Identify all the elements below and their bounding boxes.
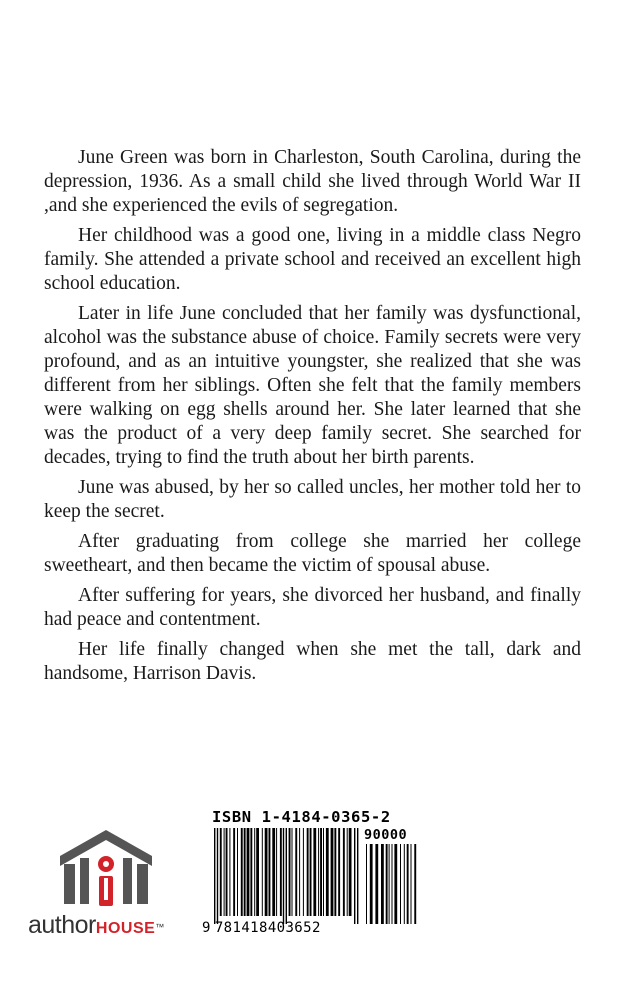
publisher-logo [28, 826, 198, 946]
barcode-bar [286, 828, 287, 924]
ean-digits: 781418403652 [214, 920, 321, 936]
barcode-bar [307, 828, 309, 916]
barcode-bar [334, 828, 336, 916]
addon-barcode-bar [381, 844, 384, 924]
trademark-symbol: ™ [155, 922, 165, 932]
barcode-bar [254, 828, 255, 916]
barcode-bar [343, 828, 345, 916]
publisher-wordmark [28, 912, 164, 942]
barcode-bar [303, 828, 304, 916]
barcode-bar [226, 828, 228, 916]
addon-barcode-bar [394, 844, 397, 924]
barcode-bar [265, 828, 268, 916]
publisher-name-house: HOUSE [95, 920, 156, 937]
barcode-bar [331, 828, 334, 916]
barcode-bar [292, 828, 293, 916]
barcode-bar [233, 828, 235, 916]
addon-barcode-bar [404, 844, 405, 924]
barcode-bar [354, 828, 355, 924]
blurb-paragraph-1: June Green was born in Charleston, South Carolina, during the depression, 1936. As a small child she lived through World War II ,and she experienced the evils of segregation. [44, 147, 581, 216]
isbn-number: ISBN 1-4184-0365-2 [212, 808, 391, 826]
barcode-bar [237, 828, 238, 916]
addon-barcode-bar [392, 844, 393, 924]
addon-barcode-bar [386, 844, 388, 924]
isbn-barcode [198, 806, 433, 936]
back-cover-blurb [44, 146, 581, 692]
barcode-bar [214, 828, 215, 924]
barcode-bar [272, 828, 275, 916]
ean-first-digit: 9 [202, 920, 211, 936]
barcode-bar [262, 828, 263, 916]
barcode-bar [320, 828, 322, 916]
barcode-bar [349, 828, 352, 916]
addon-barcode-bar [400, 844, 401, 924]
addon-barcode-bar [366, 844, 367, 924]
barcode-bar [269, 828, 271, 916]
ean-digits-line [202, 920, 321, 936]
barcode-bar [347, 828, 348, 916]
barcode-bar [250, 828, 252, 916]
publisher-name-author: author [28, 911, 96, 939]
barcode-bar [318, 828, 319, 916]
barcode-bar [313, 828, 316, 916]
barcode-bar [241, 828, 243, 916]
addon-barcode-bar [375, 844, 378, 924]
barcode-bar [247, 828, 250, 916]
barcode-bar [326, 828, 329, 916]
blurb-paragraph-4: June was abused, by her so called uncles, her mother told her to keep the secret. [44, 477, 581, 522]
price-code: 90000 [364, 827, 408, 843]
barcode-bar [256, 828, 259, 916]
blurb-paragraph-3: Later in life June concluded that her family was dysfunctional, alcohol was the substance abuse of choice. Family secrets were very profound, and as an intuitive youngster, she realized that she was different from her siblings. Often she felt that the family members were walking on egg shells around her. She later learned that she was the product of a very deep family secret. She searched for decades, trying to find the truth about her birth parents. [44, 303, 581, 468]
addon-barcode-bar [370, 844, 373, 924]
barcode-bar [276, 828, 277, 916]
blurb-paragraph-7: Her life finally changed when she met the tall, dark and handsome, Harrison Davis. [44, 639, 581, 684]
addon-barcode-bar [389, 844, 390, 924]
barcode-bar [229, 828, 230, 916]
barcode-bar [310, 828, 312, 916]
addon-barcode-bar [411, 844, 412, 924]
barcode-bar [244, 828, 246, 916]
barcode-bar [280, 828, 282, 916]
barcode-bar [220, 828, 222, 916]
barcode-bar [289, 828, 291, 916]
barcode-bar [323, 828, 324, 916]
addon-barcode-bar [407, 844, 409, 924]
authorhouse-logo-icon [58, 826, 154, 908]
barcode-bar [224, 828, 225, 916]
barcode-bar [295, 828, 297, 916]
addon-barcode-bar [414, 844, 416, 924]
barcode-bar [357, 828, 358, 924]
blurb-paragraph-5: After graduating from college she married her college sweetheart, and then became the victim of spousal abuse. [44, 531, 581, 576]
blurb-paragraph-2: Her childhood was a good one, living in a middle class Negro family. She attended a private school and received an excellent high school education. [44, 225, 581, 294]
barcode-bar [217, 828, 218, 924]
barcode-bar [283, 828, 284, 924]
barcode-bar [299, 828, 300, 916]
barcode-bar [338, 828, 340, 916]
blurb-paragraph-6: After suffering for years, she divorced her husband, and finally had peace and contentment. [44, 585, 581, 630]
